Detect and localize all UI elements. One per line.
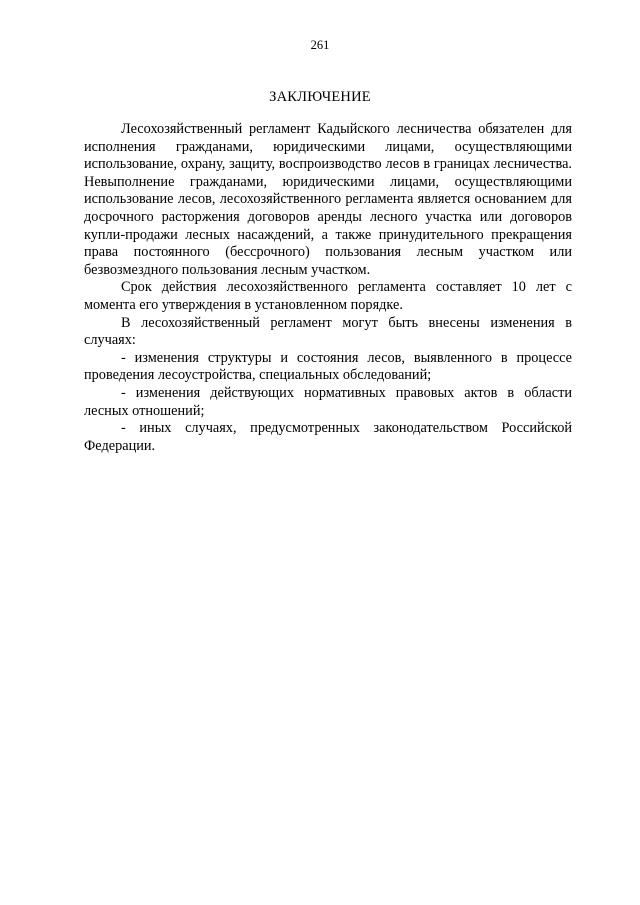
- section-heading: ЗАКЛЮЧЕНИЕ: [269, 89, 371, 105]
- paragraph-validity-term: Срок действия лесохозяйственного регламента составляет 10 лет с момента его утверждения в установленном порядке.: [84, 279, 572, 313]
- paragraph-amendments-intro: В лесохозяйственный регламент могут быть внесены изменения в случаях:: [84, 314, 572, 349]
- document-body: [84, 121, 572, 455]
- list-item-other-cases: - иных случаях, предусмотренных законодательством Российской Федерации.: [84, 420, 572, 454]
- paragraph-regulation-obligation: Лесохозяйственный регламент Кадыйского лесничества обязателен для исполнения гражданами, юридическими лицами, осуществляющими использование, охрану, защиту, воспроизводство лесов в границах лесничества. Невыполнение гражданами, юридическими лицами, осуществляющими использование лесов, лесохозяйственного регламента является основанием для досрочного расторжения договоров аренды лесного участка или договоров купли-продажи лесных насаждений, а также принудительного прекращения права постоянного (бессрочного) пользования лесным участком или безвозмездного пользования лесным участком.: [84, 121, 572, 278]
- list-item-forest-structure-changes: - изменения структуры и состояния лесов, выявленного в процессе проведения лесоустройства, специальных обследований;: [84, 349, 572, 384]
- page-number: 261: [310, 38, 330, 52]
- list-item-legal-acts-changes: - изменения действующих нормативных правовых актов в области лесных отношений;: [84, 384, 572, 419]
